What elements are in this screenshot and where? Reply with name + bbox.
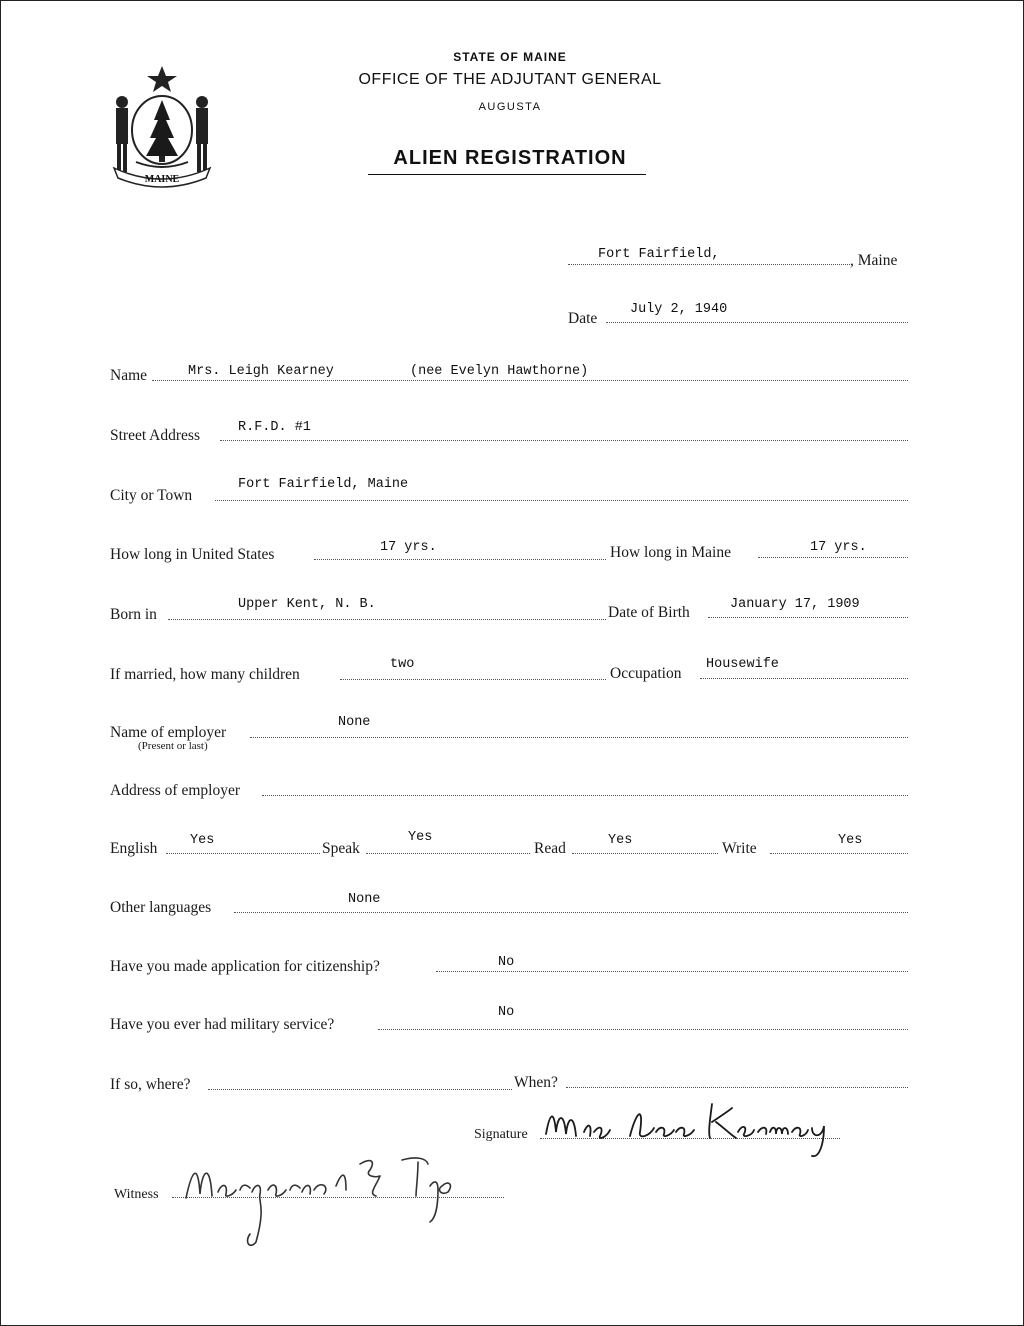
children-value: two [390, 657, 415, 672]
born-in-value: Upper Kent, N. B. [238, 597, 376, 612]
speak-value: Yes [408, 830, 433, 845]
header-state: STATE OF MAINE [453, 50, 567, 64]
occupation-value: Housewife [706, 657, 779, 672]
street-label: Street Address [110, 427, 200, 444]
title-underline [368, 174, 646, 175]
maine-duration-value: 17 yrs. [810, 540, 867, 555]
form-title: ALIEN REGISTRATION [393, 147, 627, 169]
citizenship-line [436, 971, 908, 972]
us-duration-line [314, 559, 606, 560]
born-in-label: Born in [110, 606, 157, 623]
citizenship-value: No [498, 955, 515, 970]
dob-value: January 17, 1909 [730, 597, 860, 612]
occupation-label: Occupation [610, 665, 682, 682]
dob-line [708, 617, 908, 618]
other-languages-label: Other languages [110, 899, 212, 916]
seal-banner-text: MAINE [144, 174, 180, 185]
place-suffix: , Maine [850, 252, 898, 269]
maine-duration-label: How long in Maine [610, 544, 731, 561]
when-line [566, 1087, 908, 1088]
where-label: If so, where? [110, 1076, 191, 1093]
write-label: Write [722, 840, 757, 857]
read-label: Read [534, 840, 566, 857]
witness-label: Witness [114, 1187, 159, 1202]
place-value: Fort Fairfield, [598, 247, 720, 262]
name-label: Name [110, 367, 148, 384]
military-label: Have you ever had military service? [110, 1016, 335, 1033]
born-in-line [168, 619, 606, 620]
other-languages-value: None [348, 892, 381, 907]
speak-line [366, 853, 530, 854]
where-line [208, 1089, 512, 1090]
english-value: Yes [190, 833, 215, 848]
name-value: Mrs. Leigh Kearney [188, 364, 334, 379]
english-line [166, 853, 320, 854]
military-value: No [498, 1005, 515, 1020]
street-line [220, 440, 908, 441]
other-languages-line [234, 912, 908, 913]
signature-label: Signature [474, 1127, 528, 1142]
date-label: Date [568, 310, 598, 327]
children-label: If married, how many children [110, 666, 300, 683]
city-label: City or Town [110, 487, 193, 504]
city-value: Fort Fairfield, Maine [238, 477, 409, 492]
header-city: AUGUSTA [478, 101, 542, 113]
employer-address-label: Address of employer [110, 782, 240, 799]
employer-label: Name of employer [110, 724, 227, 741]
read-line [572, 853, 718, 854]
street-value: R.F.D. #1 [238, 420, 311, 435]
name-maiden-value: (nee Evelyn Hawthorne) [410, 364, 589, 379]
header-office: OFFICE OF THE ADJUTANT GENERAL [358, 71, 662, 88]
citizenship-label: Have you made application for citizenship? [110, 958, 380, 975]
when-label: When? [514, 1074, 558, 1091]
signature-image [540, 1092, 840, 1162]
employer-line [250, 737, 908, 738]
employer-sublabel: (Present or last) [138, 740, 208, 752]
date-line [606, 322, 908, 323]
witness-signature-image [180, 1146, 480, 1254]
employer-value: None [338, 715, 371, 730]
date-value: July 2, 1940 [630, 302, 728, 317]
write-line [770, 853, 908, 854]
maine-duration-line [758, 557, 908, 558]
read-value: Yes [608, 833, 633, 848]
employer-address-line [262, 795, 908, 796]
dob-label: Date of Birth [608, 604, 690, 621]
city-line [215, 500, 908, 501]
military-line [378, 1029, 908, 1030]
write-value: Yes [838, 833, 863, 848]
place-line [568, 264, 852, 265]
children-line [340, 679, 606, 680]
us-duration-label: How long in United States [110, 546, 275, 563]
maine-seal-icon [108, 64, 216, 190]
name-line [152, 380, 908, 381]
us-duration-value: 17 yrs. [380, 540, 437, 555]
english-label: English [110, 840, 158, 857]
speak-label: Speak [322, 840, 360, 857]
occupation-line [700, 678, 908, 679]
